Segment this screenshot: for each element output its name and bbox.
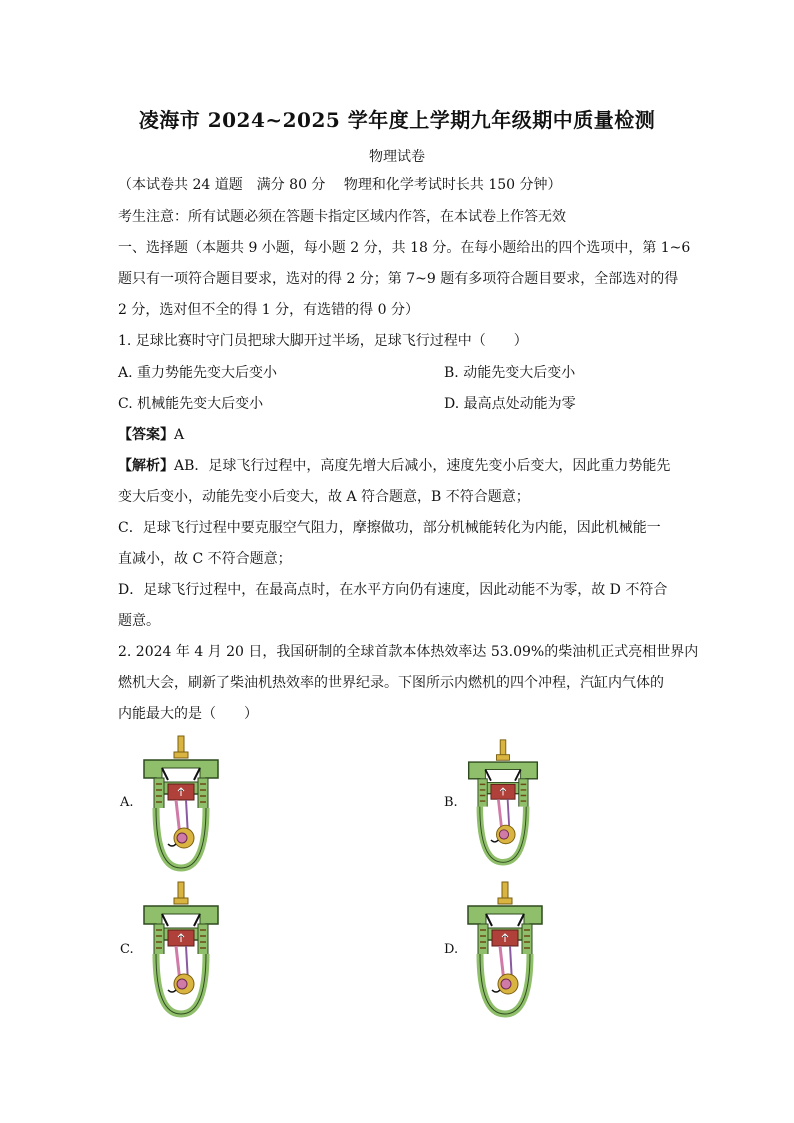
question-2-line-3: 内能最大的是（ ）	[118, 706, 258, 722]
analysis-line-3: C．足球飞行过程中要克服空气阻力，摩擦做功，部分机械能转化为内能，因此机械能一	[118, 520, 661, 536]
engine-diagram-a-icon	[140, 734, 222, 872]
engine-figure-b	[464, 738, 542, 866]
engine-diagram-c-icon	[140, 880, 222, 1018]
section-intro-line-1: 一、选择题（本题共 9 小题，每小题 2 分，共 18 分。在每小题给出的四个选项中，第 1~6	[118, 240, 691, 256]
question-1-option-d: D. 最高点处动能为零	[444, 396, 576, 412]
figure-label-a: A.	[120, 795, 134, 810]
exam-info: （本试卷共 24 道题 满分 80 分 物理和化学考试时长共 150 分钟）	[118, 177, 562, 193]
figure-label-c: C.	[120, 942, 134, 957]
question-1-answer	[118, 426, 678, 444]
engine-diagram-d-icon	[464, 880, 546, 1018]
analysis-line-6: 题意。	[118, 613, 160, 629]
answer-value: A	[174, 427, 185, 443]
figure-label-b: B.	[444, 795, 458, 810]
subject-subtitle: 物理试卷	[369, 149, 425, 165]
page-title: 凌海市 2024~2025 学年度上学期九年级期中质量检测	[138, 108, 656, 132]
answer-label: 【答案】	[118, 427, 174, 443]
question-2-line-2: 燃机大会，刷新了柴油机热效率的世界纪录。下图所示内燃机的四个冲程，汽缸内气体的	[118, 675, 664, 691]
engine-figure-c	[140, 880, 222, 1018]
analysis-label: 【解析】	[118, 458, 174, 474]
engine-figure-a	[140, 734, 222, 872]
question-1-stem: 1. 足球比赛时守门员把球大脚开过半场，足球飞行过程中（ ）	[118, 333, 528, 349]
section-intro-line-3: 2 分，选对但不全的得 1 分，有选错的得 0 分）	[118, 302, 419, 318]
exam-notice: 考生注意：所有试题必须在答题卡指定区域内作答，在本试卷上作答无效	[118, 209, 566, 225]
analysis-line-5: D．足球飞行过程中，在最高点时，在水平方向仍有速度，因此动能不为零，故 D 不符合	[118, 582, 668, 598]
figure-label-d: D.	[444, 942, 459, 957]
analysis-line-1: 【解析】AB．足球飞行过程中，高度先增大后减小，速度先变小后变大，因此重力势能先	[118, 458, 671, 474]
section-intro-line-2: 题只有一项符合题目要求，选对的得 2 分；第 7~9 题有多项符合题目要求，全部选对的得	[118, 271, 679, 287]
analysis-line-4: 直减小，故 C 不符合题意；	[118, 551, 292, 567]
question-1-option-c: C. 机械能先变大后变小	[118, 396, 264, 412]
engine-figure-d	[464, 880, 546, 1018]
question-1-option-b: B. 动能先变大后变小	[444, 365, 576, 381]
question-2-line-1: 2. 2024 年 4 月 20 日，我国研制的全球首款本体热效率达 53.09%的柴油机正式亮相世界内	[118, 644, 699, 660]
engine-diagram-b-icon	[464, 738, 542, 866]
question-1-option-a: A. 重力势能先变大后变小	[118, 365, 278, 381]
analysis-line-2: 变大后变小，动能先变小后变大，故 A 符合题意，B 不符合题意；	[118, 489, 530, 505]
